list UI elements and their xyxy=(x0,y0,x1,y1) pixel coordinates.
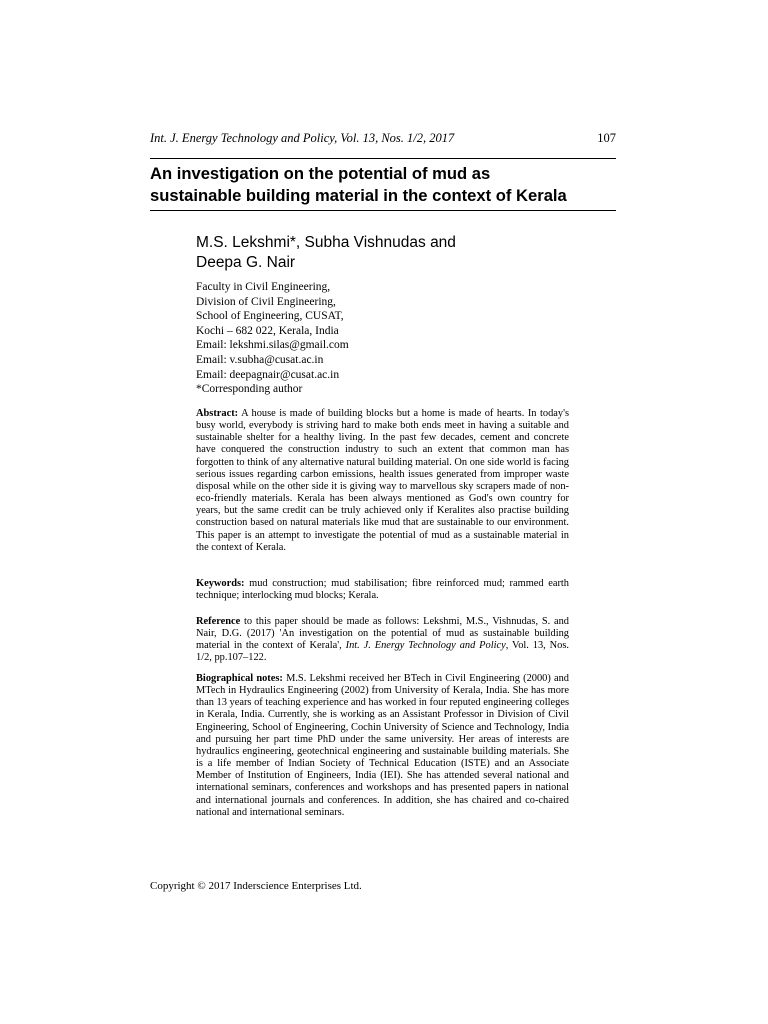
email-line: Email: lekshmi.silas@gmail.com xyxy=(196,339,349,352)
title-bottom-rule xyxy=(150,210,616,211)
reference-journal: Int. J. Energy Technology and Policy xyxy=(345,640,506,652)
author-list xyxy=(196,233,576,273)
affiliation-block xyxy=(196,280,576,397)
abstract xyxy=(196,408,569,554)
affiliation-line: Kochi – 682 022, Kerala, India xyxy=(196,324,339,337)
biographical-notes xyxy=(196,673,569,819)
keywords xyxy=(196,578,569,602)
copyright-notice: Copyright © 2017 Inderscience Enterprises Ltd. xyxy=(150,880,362,892)
keywords-text: mud construction; mud stabilisation; fibre reinforced mud; rammed earth technique; interlocking mud blocks; Kerala. xyxy=(196,578,569,602)
running-header xyxy=(150,131,616,146)
email-line: Email: deepagnair@cusat.ac.in xyxy=(196,368,340,381)
reference xyxy=(196,616,569,665)
reference-volume: , Vol. 13, Nos. 1/2, pp.107–122. xyxy=(196,640,569,664)
email-line: Email: v.subha@cusat.ac.in xyxy=(196,353,324,366)
reference-label: Reference xyxy=(196,616,241,627)
corresponding-author-note: *Corresponding author xyxy=(196,383,303,396)
bio-text: M.S. Lekshmi received her BTech in Civil Engineering (2000) and MTech in Hydraulics Engineering (2002) from University of Kerala, India. She has more than 13 years of teaching experience and has worked in four reputed engineering colleges in Kerala, India. Currently, she is working as an Assistant Professor in Division of Civil Engineering, School of Engineering, Cochin University of Science and Technology, India and pursuing her part time PhD under the same university. Her areas of interests are hydraulics engineering, geotechnical engineering and sustainable building materials. She is a life member of Indian Society of Technical Education (ISTE) and an Associate Member of Institution of Engineers, India (IEI). She has attended several national and international seminars, conferences and workshops and has presented papers in national and international journals and conferences. In addition, she has chaired and co-chaired national and international seminars. xyxy=(196,673,569,818)
abstract-label: Abstract: xyxy=(196,408,239,419)
authors-line-1: M.S. Lekshmi*, Subha Vishnudas and xyxy=(196,234,456,251)
affiliation-line: Faculty in Civil Engineering, xyxy=(196,281,331,293)
title-line-2: sustainable building material in the context of Kerala xyxy=(150,186,567,205)
keywords-label: Keywords: xyxy=(196,578,245,589)
title-top-rule xyxy=(150,158,616,159)
affiliation-line: Division of Civil Engineering, xyxy=(196,295,336,308)
bio-label: Biographical notes: xyxy=(196,673,283,684)
journal-citation: Int. J. Energy Technology and Policy, Vol. 13, Nos. 1/2, 2017 xyxy=(150,131,455,145)
paper-title xyxy=(150,163,616,207)
page-number: 107 xyxy=(597,131,616,145)
abstract-text: A house is made of building blocks but a home is made of hearts. In today's busy world, everybody is striving hard to make both ends meet in having a suitable and sustainable shelter for a healthy living. In the past few decades, cement and concrete have conquered the construction industry to such an extent that common man has forgotten to think of any alternative natural building material. On one side world is facing serious issues regarding carbon emissions, health issues generated from improper waste disposal while on the other side it is giving way to marvellous sky scrapers made of non-eco-friendly materials. Kerala has been always mentioned as God's own country for years, but the same credit can be truly achieved only if Keralites also practise building construction based on natural materials like mud that are sustainable to our environment. This paper is an attempt to investigate the potential of mud as a sustainable material in the context of Kerala. xyxy=(196,408,569,553)
title-line-1: An investigation on the potential of mud as xyxy=(150,164,491,183)
reference-text: to this paper should be made as follows: Lekshmi, M.S., Vishnudas, S. and Nair, D.G. (2017) 'An investigation on the potential of mud as sustainable building material in the context of Kerala', xyxy=(196,616,569,652)
affiliation-line: School of Engineering, CUSAT, xyxy=(196,310,344,323)
authors-line-2: Deepa G. Nair xyxy=(196,254,296,271)
